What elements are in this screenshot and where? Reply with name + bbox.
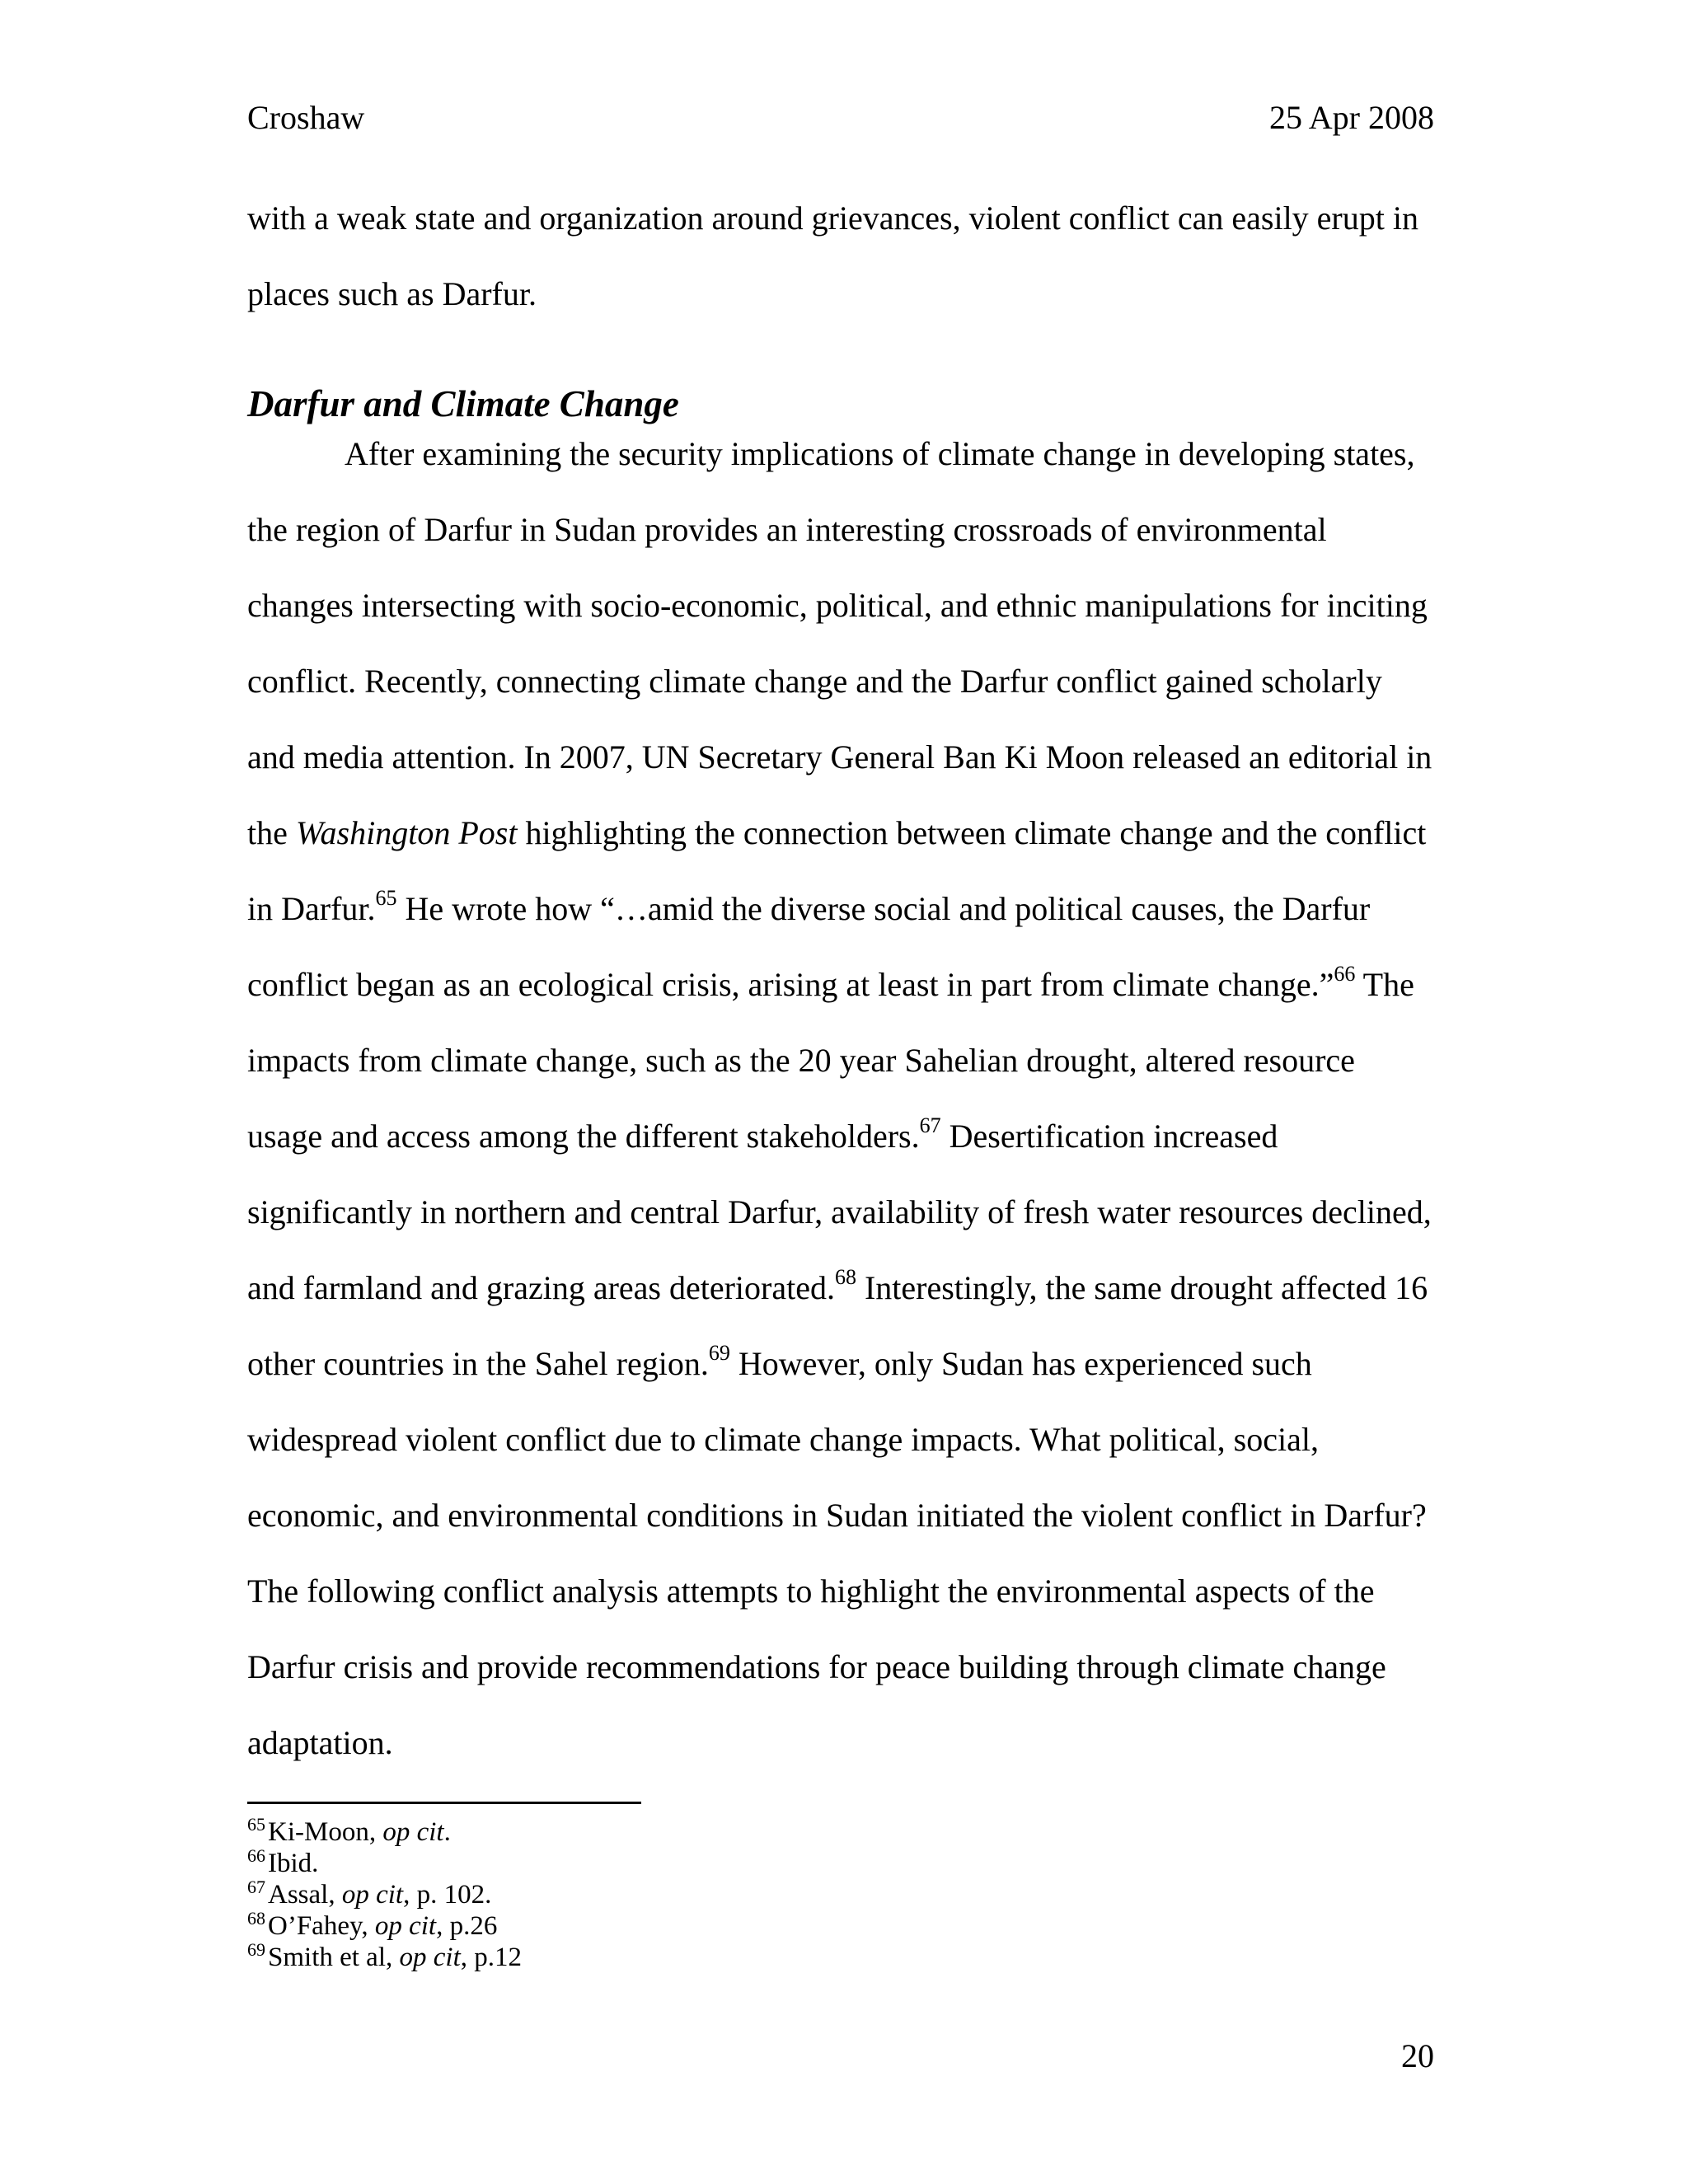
line-text: in Darfur. <box>247 890 376 927</box>
footnote-text: , p. 102. <box>403 1880 492 1910</box>
header-date: 25 Apr 2008 <box>1269 99 1434 136</box>
footnote-ref: 67 <box>919 1113 941 1137</box>
paragraph-line <box>247 1250 1434 1326</box>
paragraph-line <box>247 1326 1434 1402</box>
paragraph-line: changes intersecting with socio-economic, political, and ethnic manipulations for inciting <box>247 587 1428 624</box>
paragraph-line: After examining the security implications of climate change in developing states, <box>345 435 1415 472</box>
line-text: Interestingly, the same drought affected 16 <box>856 1269 1428 1306</box>
line-text: usage and access among the different stakeholders. <box>247 1118 920 1155</box>
paragraph-line <box>247 947 1434 1023</box>
footnote-text: Assal, <box>268 1880 342 1910</box>
line-text: The <box>1355 966 1414 1003</box>
section-paragraph <box>247 416 1434 1781</box>
line-text: and farmland and grazing areas deteriorated. <box>247 1269 835 1306</box>
paragraph-line: adaptation. <box>247 1724 393 1761</box>
footnote <box>247 1816 1434 1848</box>
page-number: 20 <box>1401 2037 1434 2074</box>
paragraph-line: Darfur crisis and provide recommendations for peace building through climate change <box>247 1648 1386 1685</box>
footnote-italic: op cit <box>374 1911 437 1941</box>
footnotes-list <box>247 1816 1434 1973</box>
footnote-text: Ki-Moon, <box>268 1817 383 1847</box>
footnote-ref: 66 <box>1334 962 1356 986</box>
paragraph-line <box>247 795 1434 871</box>
footnote <box>247 1845 1434 1879</box>
footnote <box>247 1879 1434 1910</box>
paragraph-line: and media attention. In 2007, UN Secretary General Ban Ki Moon released an editorial in <box>247 738 1432 776</box>
footnote-number: 65 <box>247 1814 265 1835</box>
line-text: He wrote how “…amid the diverse social and political causes, the Darfur <box>396 890 1371 927</box>
footnote-text: Ibid. <box>268 1849 319 1878</box>
header-author: Croshaw <box>247 99 365 136</box>
paragraph-line: conflict. Recently, connecting climate change and the Darfur conflict gained scholarly <box>247 663 1382 700</box>
line-text: the <box>247 814 296 851</box>
paragraph-line: the region of Darfur in Sudan provides an interesting crossroads of environmental <box>247 511 1327 548</box>
section-heading: Darfur and Climate Change <box>247 383 679 424</box>
paragraph-line <box>247 1099 1434 1174</box>
line-text: Desertification increased <box>940 1118 1278 1155</box>
footnote <box>247 1939 1434 1973</box>
footnote-number: 69 <box>247 1939 265 1960</box>
paragraph-line: impacts from climate change, such as the 20 year Sahelian drought, altered resource <box>247 1042 1355 1079</box>
footnote-text: , p.12 <box>460 1943 522 1972</box>
footnote-number: 67 <box>247 1877 265 1897</box>
footnote-number: 66 <box>247 1845 265 1866</box>
line-text: other countries in the Sahel region. <box>247 1345 709 1382</box>
paragraph-line: The following conflict analysis attempts to highlight the environmental aspects of the <box>247 1572 1375 1610</box>
footnote-text: Smith et al, <box>268 1943 400 1972</box>
footnote-text: O’Fahey, <box>268 1911 375 1941</box>
line-text: However, only Sudan has experienced such <box>729 1345 1312 1382</box>
intro-line: places such as Darfur. <box>247 275 537 312</box>
paragraph-line: significantly in northern and central Darfur, availability of fresh water resources declined, <box>247 1193 1432 1230</box>
paragraph-line: economic, and environmental conditions in Sudan initiated the violent conflict in Darfur? <box>247 1497 1427 1534</box>
footnote-ref: 68 <box>834 1265 856 1289</box>
line-text: highlighting the connection between climate change and the conflict <box>517 814 1427 851</box>
footnote-text: . <box>443 1817 451 1847</box>
footnote-text: , p.26 <box>436 1911 498 1941</box>
footnote-number: 68 <box>247 1908 265 1929</box>
footnote-italic: op cit <box>382 1817 444 1847</box>
footnote-italic: op cit <box>341 1880 404 1910</box>
publication-title: Washington Post <box>295 814 518 851</box>
intro-paragraph <box>247 180 1434 332</box>
line-text: conflict began as an ecological crisis, arising at least in part from climate change.” <box>247 966 1334 1003</box>
footnote <box>247 1910 1434 1942</box>
paragraph-line: widespread violent conflict due to climate change impacts. What political, social, <box>247 1421 1319 1458</box>
intro-line: with a weak state and organization around grievances, violent conflict can easily erupt in <box>247 199 1418 237</box>
footnote-ref: 69 <box>708 1341 730 1365</box>
page-header <box>247 97 1434 138</box>
footnote-italic: op cit <box>399 1943 461 1972</box>
footnote-ref: 65 <box>375 886 397 910</box>
footnote-separator <box>247 1802 641 1804</box>
paragraph-line <box>247 871 1434 947</box>
